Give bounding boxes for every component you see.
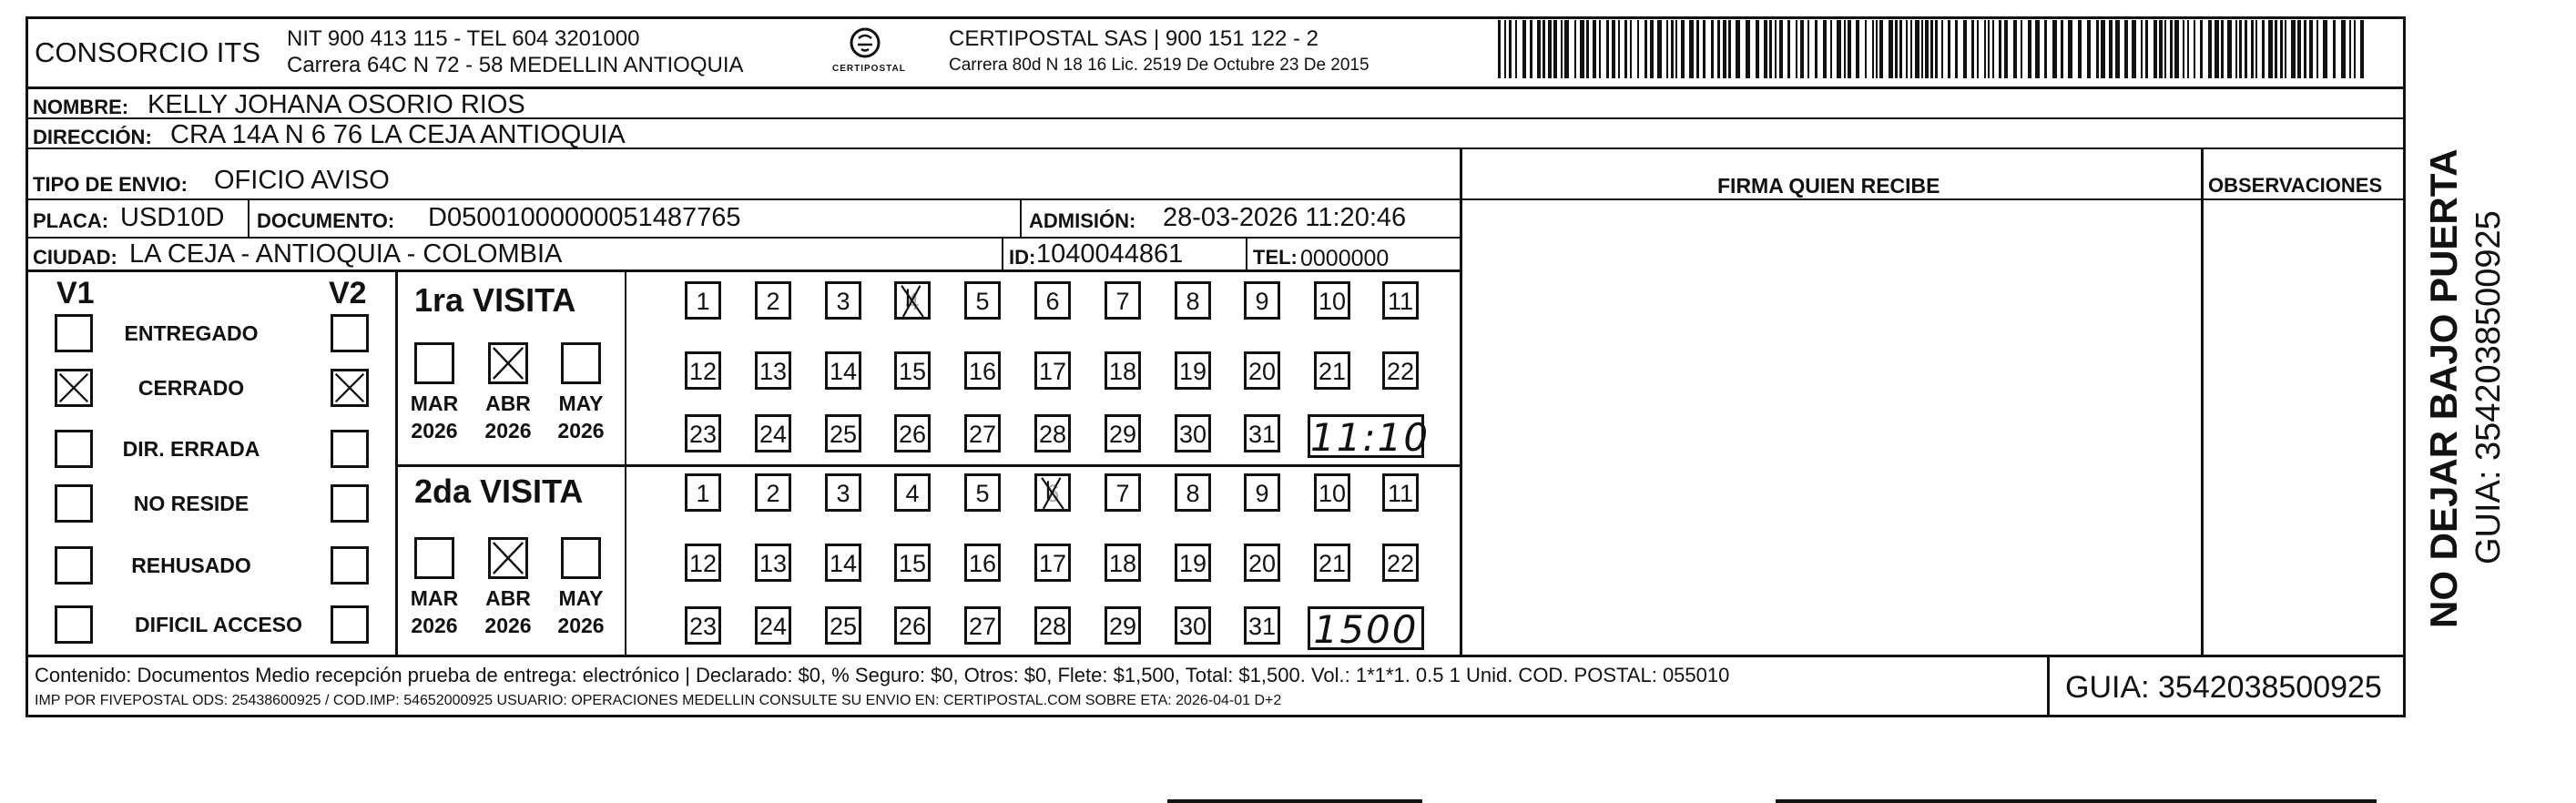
month-label: MAR (410, 391, 459, 415)
day-box: 16 (964, 544, 1001, 582)
footer-guia: GUIA: 3542038500925 (2065, 670, 2382, 705)
month-label: MAR (410, 586, 459, 610)
day-box: 23 (685, 606, 721, 645)
cell-divider (1002, 237, 1003, 269)
x-mark-icon (491, 540, 525, 576)
month-checkbox (414, 342, 454, 384)
day-box: 28 (1034, 414, 1071, 452)
placa-value: USD10D (120, 203, 225, 232)
cell-divider (1020, 198, 1022, 237)
tel-label: TEL: (1253, 246, 1298, 269)
day-box: 17 (1034, 544, 1071, 582)
day-number: 4 (905, 288, 920, 315)
footer-imp: IMP POR FIVEPOSTAL ODS: 25438600925 / COD.IMP: 54652000925 USUARIO: OPERACIONES MEDELLIN CONSULTE SU ENVIO EN: CERTIPOSTAL.COM SOBRE ETA: 2026-04-01 D+2 (35, 693, 1282, 708)
day-box: 22 (1382, 351, 1419, 390)
visit-divider (395, 464, 1460, 467)
admision-label: ADMISIÓN: (1029, 209, 1136, 232)
day-box (894, 281, 931, 320)
status-label: REHUSADO (131, 554, 251, 577)
admision-value: 28-03-2026 11:20:46 (1163, 203, 1407, 232)
day-box: 16 (964, 351, 1001, 390)
day-box: 28 (1034, 606, 1071, 645)
tipo-envio-label: TIPO DE ENVIO: (33, 173, 188, 196)
company-address: Carrera 64C N 72 - 58 MEDELLIN ANTIOQUIA (287, 53, 744, 77)
day-box: 20 (1244, 544, 1280, 582)
day-box: 25 (825, 414, 861, 452)
month-label: ABR (485, 586, 531, 610)
v2-label: V2 (329, 276, 367, 310)
v1-label: V1 (56, 276, 95, 310)
direccion-value: CRA 14A N 6 76 LA CEJA ANTIOQUIA (170, 120, 626, 149)
firma-header: FIRMA QUIEN RECIBE (1717, 174, 1940, 198)
logo-caption: CERTIPOSTAL (832, 64, 906, 74)
day-box: 26 (894, 414, 931, 452)
day-box: 11 (1382, 473, 1419, 512)
day-box: 2 (755, 473, 791, 512)
day-box: 13 (755, 544, 791, 582)
observaciones-divider (2201, 147, 2204, 655)
direccion-label: DIRECCIÓN: (33, 126, 152, 148)
cell-divider (1246, 237, 1247, 269)
time-box: 11:10 (1308, 414, 1424, 458)
month-label: MAY (558, 391, 604, 415)
day-box: 15 (894, 544, 931, 582)
x-mark-icon (491, 345, 525, 381)
day-box: 31 (1244, 414, 1280, 452)
side-guia-text: GUIA: 3542038500925 (2469, 210, 2508, 564)
day-box: 10 (1314, 281, 1350, 320)
header-divider (27, 86, 2404, 89)
scan-line (1167, 799, 1422, 803)
day-box: 9 (1244, 473, 1280, 512)
month-checkbox (488, 342, 528, 384)
day-box: 4 (894, 473, 931, 512)
day-box: 3 (825, 473, 861, 512)
day-box: 20 (1244, 351, 1280, 390)
nombre-label: NOMBRE: (33, 96, 129, 118)
company-nit: NIT 900 413 115 - TEL 604 3201000 (287, 26, 640, 51)
year-label: 2026 (557, 614, 605, 637)
month-label: ABR (485, 391, 531, 415)
scan-line (1776, 799, 2377, 803)
day-box: 3 (825, 281, 861, 320)
day-box: 17 (1034, 351, 1071, 390)
day-box: 11 (1382, 281, 1419, 320)
year-label: 2026 (411, 614, 458, 637)
day-box: 26 (894, 606, 931, 645)
day-box: 10 (1314, 473, 1350, 512)
day-box: 1 (685, 473, 721, 512)
day-box: 6 (1034, 281, 1071, 320)
day-box: 8 (1175, 281, 1211, 320)
row-line (1460, 198, 2404, 200)
year-label: 2026 (484, 419, 532, 442)
day-box: 7 (1105, 473, 1141, 512)
documento-label: DOCUMENTO: (257, 209, 395, 232)
guia-divider (2047, 655, 2050, 717)
month-checkbox (561, 342, 601, 384)
day-box: 7 (1105, 281, 1141, 320)
day-box: 27 (964, 606, 1001, 645)
year-label: 2026 (557, 419, 605, 442)
day-box: 15 (894, 351, 931, 390)
barcode (1498, 20, 2372, 78)
day-box: 18 (1105, 544, 1141, 582)
status-label: DIFICIL ACCESO (134, 613, 302, 636)
day-box: 25 (825, 606, 861, 645)
ciudad-value: LA CEJA - ANTIOQUIA - COLOMBIA (129, 239, 563, 269)
status-label: CERRADO (137, 376, 245, 400)
day-box: 29 (1105, 414, 1141, 452)
day-box: 13 (755, 351, 791, 390)
time-box: 1500 (1308, 606, 1424, 650)
month-checkbox (561, 537, 601, 579)
month-checkbox (488, 537, 528, 579)
tel-value: 0000000 (1300, 246, 1390, 271)
placa-label: PLACA: (33, 209, 109, 232)
documento-value: D05001000000051487765 (428, 203, 741, 232)
day-box: 8 (1175, 473, 1211, 512)
observaciones-header: OBSERVACIONES (2208, 174, 2383, 197)
status-label: ENTREGADO (124, 321, 259, 345)
tipo-envio-value: OFICIO AVISO (214, 166, 390, 195)
month-label: MAY (558, 586, 604, 610)
certipostal-address: Carrera 80d N 18 16 Lic. 2519 De Octubre 23 De 2015 (949, 56, 1369, 75)
visit-title: 2da VISITA (414, 473, 584, 510)
id-label: ID: (1009, 246, 1036, 269)
company-name: CONSORCIO ITS (35, 36, 261, 68)
day-box: 29 (1105, 606, 1141, 645)
day-box: 14 (825, 544, 861, 582)
day-number: 6 (1045, 480, 1060, 507)
day-box: 30 (1175, 414, 1211, 452)
months-divider (625, 269, 626, 655)
day-box: 22 (1382, 544, 1419, 582)
day-box: 31 (1244, 606, 1280, 645)
day-box: 1 (685, 281, 721, 320)
day-box: 23 (685, 414, 721, 452)
footer-contenido: Contenido: Documentos Medio recepción prueba de entrega: electrónico | Declarado: $0, % Seguro: $0, Otros: $0, Flete: $1,500, Total: $1,500. Vol.: 1*1*1. 0.5 1 Unid. COD. POSTAL: 055010 (35, 664, 1730, 686)
day-box: 14 (825, 351, 861, 390)
year-label: 2026 (411, 419, 458, 442)
day-box: 30 (1175, 606, 1211, 645)
cell-divider (248, 198, 249, 237)
day-box: 19 (1175, 351, 1211, 390)
status-label: DIR. ERRADA (122, 437, 260, 461)
day-box: 12 (685, 351, 721, 390)
day-box: 12 (685, 544, 721, 582)
day-box: 27 (964, 414, 1001, 452)
day-box: 19 (1175, 544, 1211, 582)
row-line (27, 198, 1460, 200)
day-box: 24 (755, 606, 791, 645)
year-label: 2026 (484, 614, 532, 637)
certipostal-name: CERTIPOSTAL SAS | 900 151 122 - 2 (949, 26, 1319, 51)
visit-title: 1ra VISITA (414, 281, 576, 319)
no-dejar-text: NO DEJAR BAJO PUERTA (2422, 148, 2465, 628)
day-box: 5 (964, 281, 1001, 320)
barcode-icon (1498, 20, 2372, 78)
day-box: 18 (1105, 351, 1141, 390)
status-divider (395, 269, 398, 655)
status-label: NO RESIDE (133, 492, 249, 515)
day-box: 21 (1314, 544, 1350, 582)
firma-divider (1460, 147, 1462, 655)
row-line (27, 269, 1460, 272)
day-box (1034, 473, 1071, 512)
nombre-value: KELLY JOHANA OSORIO RIOS (148, 90, 525, 119)
month-checkbox (414, 537, 454, 579)
day-box: 24 (755, 414, 791, 452)
day-box: 5 (964, 473, 1001, 512)
day-box: 21 (1314, 351, 1350, 390)
day-box: 9 (1244, 281, 1280, 320)
ciudad-label: CIUDAD: (33, 246, 117, 269)
id-value: 1040044861 (1036, 239, 1184, 269)
day-box: 2 (755, 281, 791, 320)
